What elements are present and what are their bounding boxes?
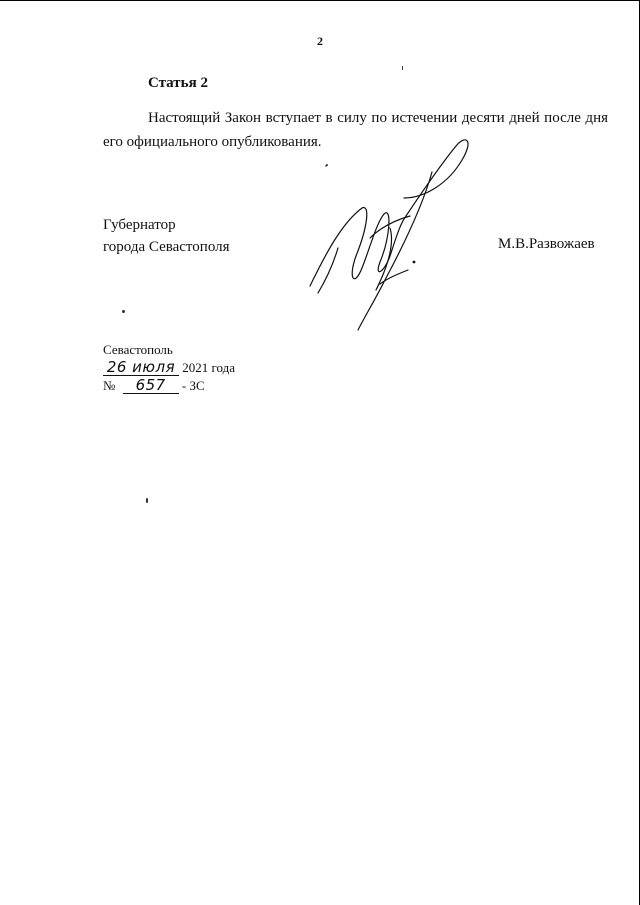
signing-date xyxy=(103,360,235,376)
page-number: 2 xyxy=(317,34,323,48)
handwritten-date: 26 июля xyxy=(103,360,179,376)
article-text: Настоящий Закон вступает в силу по истечении десяти дней после дня его официального опубликования. xyxy=(103,110,608,150)
handwritten-signature xyxy=(298,128,478,338)
place-of-signing: Севастополь xyxy=(103,342,173,357)
governor-title xyxy=(103,214,230,258)
date-year: 2021 года xyxy=(182,360,236,375)
top-border-line xyxy=(0,0,640,1)
governor-title-line1: Губернатор xyxy=(103,217,176,233)
scan-speck xyxy=(146,498,148,503)
governor-title-line2: города Севастополя xyxy=(103,239,230,255)
scan-speck xyxy=(402,66,403,70)
article-title: Статья 2 xyxy=(148,75,208,91)
handwritten-number: 657 xyxy=(123,378,179,394)
governor-name: М.В.Развожаев xyxy=(498,236,595,252)
law-number xyxy=(103,378,205,394)
number-prefix: № xyxy=(103,378,116,393)
number-suffix: - ЗС xyxy=(181,378,205,393)
scan-speck xyxy=(122,310,125,313)
scan-speck xyxy=(326,164,328,166)
